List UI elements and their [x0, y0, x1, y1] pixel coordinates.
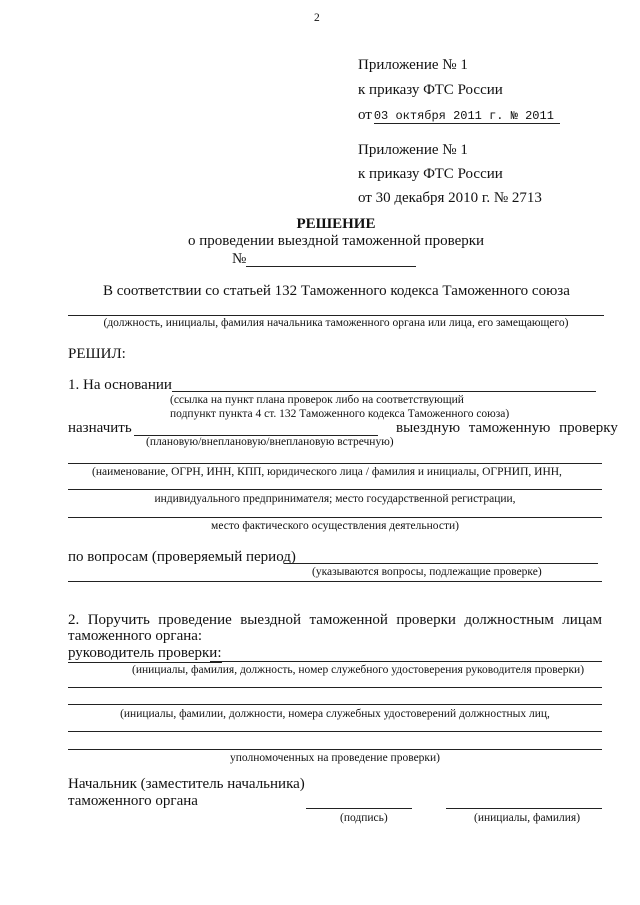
original-appendix-order: к приказу ФТС России [358, 166, 503, 182]
questions-label: по вопросам (проверяемый период) [68, 549, 296, 565]
official-line [68, 315, 604, 316]
intro-text: В соответствии со статьей 132 Таможенного кодекса Таможенного союза [103, 283, 570, 299]
appendix-date-prefix: от [358, 107, 372, 123]
name-hint: (инициалы, фамилия) [474, 812, 581, 824]
head-line [210, 661, 602, 662]
inspection-type-hint: (плановую/внеплановую/внеплановую встречную) [146, 436, 394, 448]
subject-hint-3: место фактического осуществления деятельности) [211, 520, 459, 532]
questions-hint: (указываются вопросы, подлежащие проверке) [312, 566, 542, 578]
signature-position-2: таможенного органа [68, 793, 198, 809]
document-title: РЕШЕНИЕ [296, 216, 376, 232]
item1-label: 1. На основании [68, 377, 172, 393]
official-hint: (должность, инициалы, фамилия начальника таможенного органа или лица, его замещающего) [103, 317, 569, 329]
item2-text: 2. Поручить проведение выездной таможенной проверки должностным лицам [68, 612, 602, 628]
number-label: № [232, 251, 247, 267]
questions-line-2 [68, 581, 602, 582]
appendix-title: Приложение № 1 [358, 57, 468, 73]
document-subtitle: о проведении выездной таможенной проверки [187, 233, 485, 249]
head-label: руководитель проверки: [68, 645, 222, 661]
basis-hint-1: (ссылка на пункт плана проверок либо на соответствующий [170, 394, 464, 406]
questions-line-1 [284, 563, 598, 564]
officials-line-2 [68, 731, 602, 732]
basis-line [172, 391, 596, 392]
appendix-date-value: 03 октября 2011 г. № 2011 [374, 109, 560, 124]
name-line [446, 808, 602, 809]
basis-hint-2: подпункт пункта 4 ст. 132 Таможенного кодекса Таможенного союза) [170, 408, 510, 420]
original-appendix-title: Приложение № 1 [358, 142, 468, 158]
head-hint: (инициалы, фамилия, должность, номер служебного удостоверения руководителя проверки) [132, 664, 585, 676]
subject-line-3 [68, 517, 602, 518]
signature-hint: (подпись) [340, 812, 388, 824]
number-field [246, 266, 416, 267]
subject-line-2 [68, 489, 602, 490]
officials-hint: (инициалы, фамилии, должности, номера служебных удостоверений должностных лиц, [120, 708, 550, 720]
appendix-date [358, 107, 560, 124]
assign-suffix: выездную таможенную проверку [396, 420, 618, 436]
head-line-2 [68, 687, 602, 688]
assign-label: назначить [68, 420, 132, 436]
item2-text-cont: таможенного органа: [68, 628, 203, 644]
subject-line-1 [68, 463, 602, 464]
signature-line [306, 808, 412, 809]
officials-hint-2: уполномоченных на проведение проверки) [230, 752, 440, 764]
decided-label: РЕШИЛ: [68, 346, 126, 362]
page-number: 2 [314, 12, 320, 24]
appendix-order: к приказу ФТС России [358, 82, 503, 98]
subject-hint-2: индивидуального предпринимателя; место государственной регистрации, [154, 493, 516, 505]
officials-line-3 [68, 749, 602, 750]
officials-line-1 [68, 704, 602, 705]
signature-position-1: Начальник (заместитель начальника) [68, 776, 305, 792]
subject-hint-1: (наименование, ОГРН, ИНН, КПП, юридического лица / фамилия и инициалы, ОГРНИП, ИНН, [92, 466, 562, 478]
original-appendix-date: от 30 декабря 2010 г. № 2713 [358, 190, 542, 206]
